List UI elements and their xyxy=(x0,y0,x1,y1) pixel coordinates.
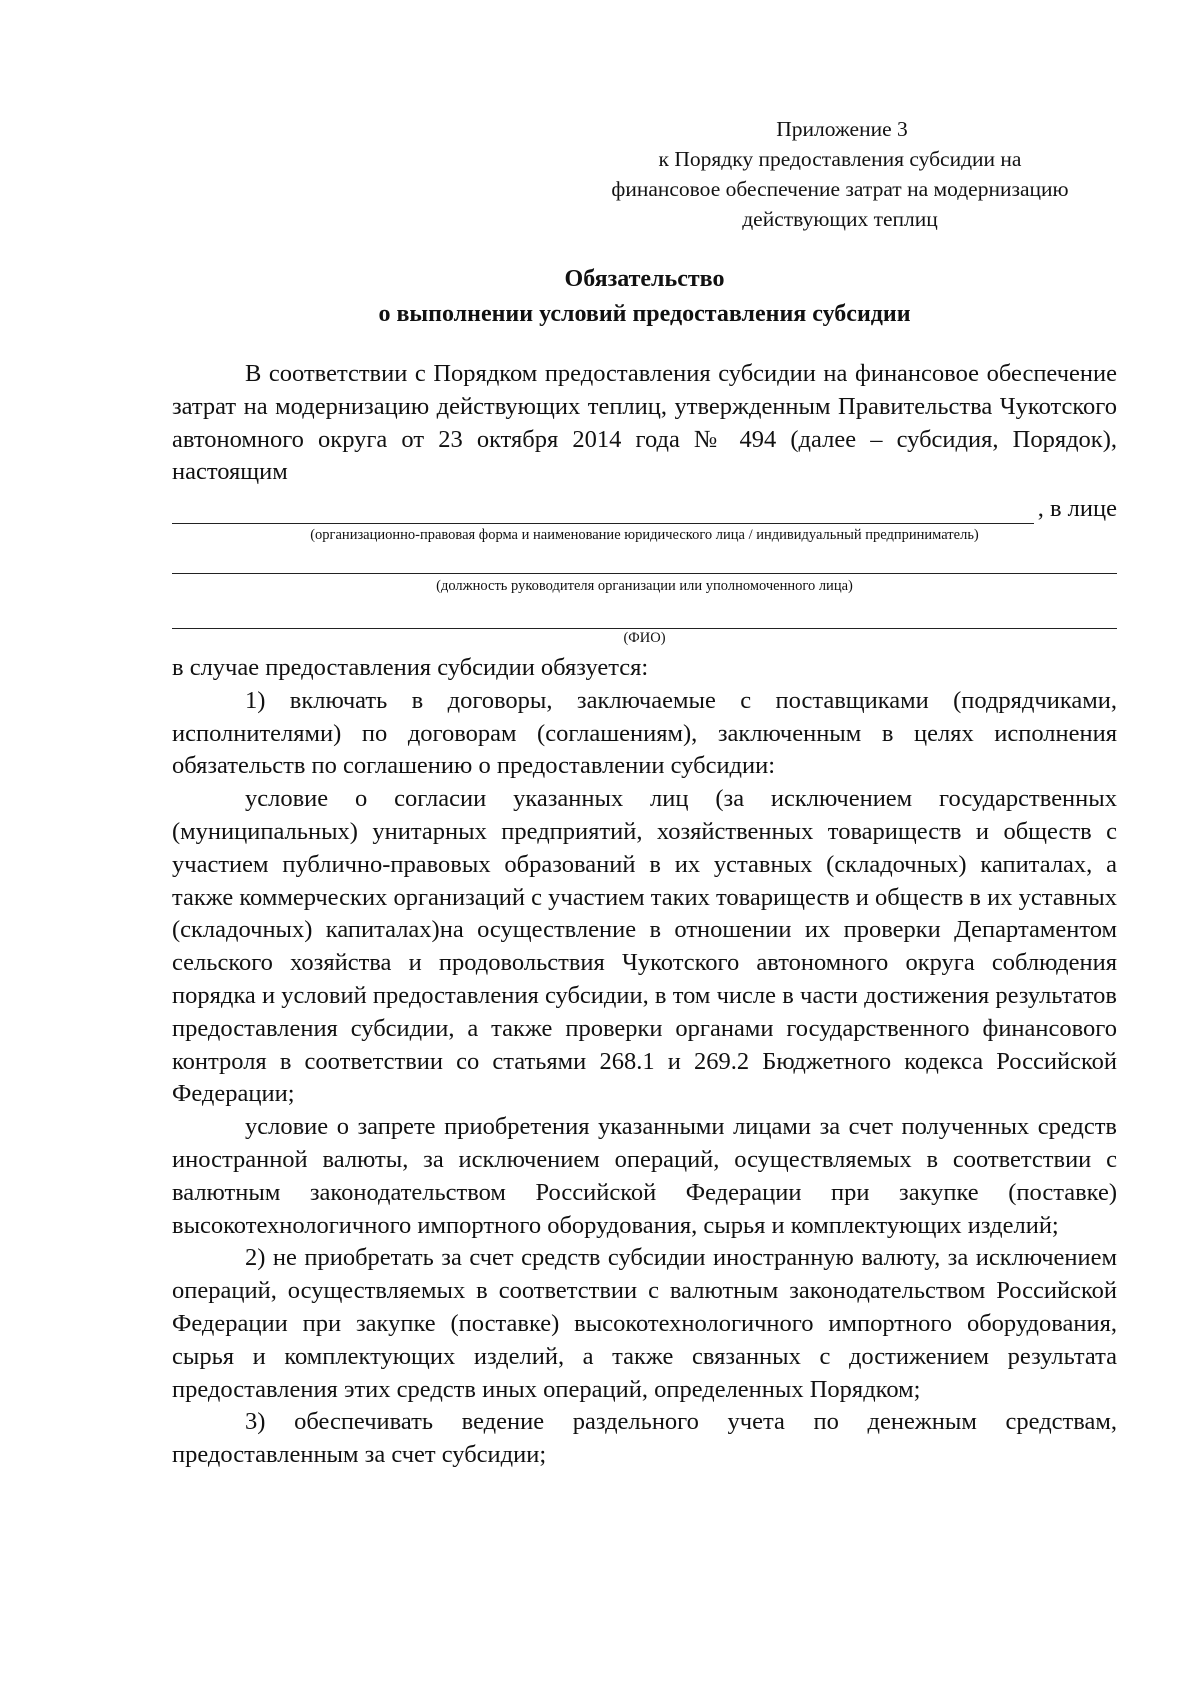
position-fill-line[interactable] xyxy=(172,573,1117,574)
obligation-1-condition-b: условие о запрете приобретения указанными лицами за счет полученных средств иностранной валюты, за исключением операций, осуществляемых в соответствии с валютным законодательством Российской Федерации при закупке (поставке) высокотехнологичного импортного оборудования, сырья и комплектующих изделий; xyxy=(172,1113,1117,1239)
org-caption: (организационно-правовая форма и наименование юридического лица / индивидуальный предприниматель) xyxy=(310,527,979,543)
obligation-3: 3) обеспечивать ведение раздельного учета по денежным средствам, предоставленным за счет субсидии; xyxy=(172,1408,1117,1469)
annex-header xyxy=(560,114,1120,234)
document-title xyxy=(172,262,1117,332)
intro-paragraph xyxy=(172,358,1117,489)
annex-line-1: Приложение 3 xyxy=(776,117,908,141)
position-caption: (должность руководителя организации или уполномоченного лица) xyxy=(436,578,853,594)
obligation-1-condition-a: условие о согласии указанных лиц (за исключением государственных (муниципальных) унитарных предприятий, хозяйственных товариществ и обществ с участием публично-правовых образований в их уставных (складочных) капиталах, а также коммерческих организаций с участием таких товариществ и обществ в их уставных (складочных) капиталах)на осуществление в отношении их проверки Департаментом сельского хозяйства и продовольствия Чукотского автономного округа соблюдения порядка и условий предоставления субсидии, в том числе в части достижения результатов предоставления субсидии, а также проверки органами государственного финансового контроля в соответствии со статьями 268.1 и 269.2 Бюджетного кодекса Российской Федерации; xyxy=(172,785,1117,1108)
obligations-body xyxy=(172,652,1117,1472)
obligations-lead: в случае предоставления субсидии обязуется: xyxy=(172,654,649,681)
org-suffix: , в лице xyxy=(1037,495,1117,522)
org-field xyxy=(172,490,1117,550)
title-line-2: о выполнении условий предоставления субсидии xyxy=(378,301,911,327)
annex-line-2: к Порядку предоставления субсидии на xyxy=(658,147,1022,171)
intro-text: В соответствии с Порядком предоставления субсидии на финансовое обеспечение затрат на модернизацию действующих теплиц, утвержденным Правительства Чукотского автономного округа от 23 октября 2014 года № 494 (далее – субсидия, Порядок), настоящим xyxy=(172,360,1117,486)
fio-caption: (ФИО) xyxy=(623,630,666,646)
obligation-2: 2) не приобретать за счет средств субсидии иностранную валюту, за исключением операций, осуществляемых в соответствии с валютным законодательством Российской Федерации при закупке (поставке) высокотехнологичного импортного оборудования, сырья и комплектующих изделий, а также связанных с достижением результата предоставления этих средств иных операций, определенных Порядком; xyxy=(172,1244,1117,1403)
position-field xyxy=(172,560,1117,600)
annex-line-3: финансовое обеспечение затрат на модернизацию xyxy=(611,177,1069,201)
title-line-1: Обязательство xyxy=(564,266,725,292)
fio-field xyxy=(172,612,1117,652)
annex-line-4: действующих теплиц xyxy=(742,207,938,231)
org-fill-line[interactable] xyxy=(172,523,1034,524)
obligation-1: 1) включать в договоры, заключаемые с поставщиками (подрядчиками, исполнителями) по договорам (соглашениям), заключенным в целях исполнения обязательств по соглашению о предоставлении субсидии: xyxy=(172,686,1117,780)
